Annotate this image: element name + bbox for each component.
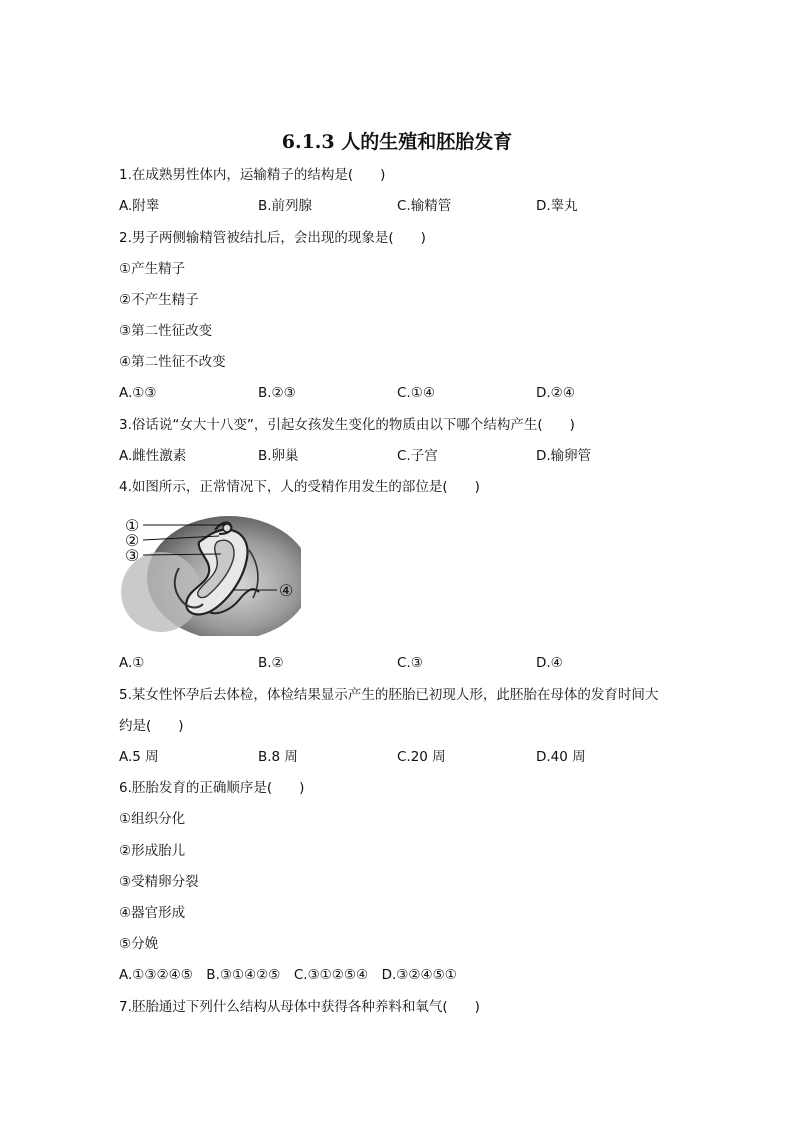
q2-item-4: ④第二性征不改变 xyxy=(119,354,226,370)
female-reproductive-diagram xyxy=(121,512,301,636)
q5-option-c: C.20 周 xyxy=(397,749,446,765)
q1-option-b: B.前列腺 xyxy=(258,198,313,214)
q6-item-4: ④器官形成 xyxy=(119,905,186,921)
q4-option-c: C.③ xyxy=(397,655,423,671)
q6-item-2: ②形成胎儿 xyxy=(119,843,186,859)
q6-item-3: ③受精卵分裂 xyxy=(119,874,199,890)
q1-option-a: A.附睾 xyxy=(119,198,160,214)
q3-option-a: A.雌性激素 xyxy=(119,448,187,464)
question-4-stem: 4.如图所示，正常情况下，人的受精作用发生的部位是( ) xyxy=(119,479,480,495)
q2-item-3: ③第二性征改变 xyxy=(119,323,213,339)
q2-option-d: D.②④ xyxy=(536,385,575,401)
q5-option-b: B.8 周 xyxy=(258,749,298,765)
question-5-stem-line-1: 5.某女性怀孕后去体检，体检结果显示产生的胚胎已初现人形，此胚胎在母体的发育时间大 xyxy=(119,687,659,703)
question-3-stem: 3.俗话说“女大十八变”，引起女孩发生变化的物质由以下哪个结构产生( ) xyxy=(119,417,575,433)
q1-option-c: C.输精管 xyxy=(397,198,452,214)
q2-option-a: A.①③ xyxy=(119,385,157,401)
q4-option-d: D.④ xyxy=(536,655,563,671)
q2-option-c: C.①④ xyxy=(397,385,435,401)
question-6-stem: 6.胚胎发育的正确顺序是( ) xyxy=(119,780,305,796)
q4-option-b: B.② xyxy=(258,655,284,671)
q3-option-c: C.子宫 xyxy=(397,448,438,464)
q3-option-d: D.输卵管 xyxy=(536,448,592,464)
q1-option-d: D.睾丸 xyxy=(536,198,578,214)
q6-options: A.①③②④⑤ B.③①④②⑤ C.③①②⑤④ D.③②④⑤① xyxy=(119,967,457,983)
q2-item-1: ①产生精子 xyxy=(119,261,186,277)
question-1-stem: 1.在成熟男性体内，运输精子的结构是( ) xyxy=(119,167,386,183)
q2-item-2: ②不产生精子 xyxy=(119,292,199,308)
figure-label-3: ③ xyxy=(125,546,140,565)
q5-option-d: D.40 周 xyxy=(536,749,586,765)
question-5-stem-line-2: 约是( ) xyxy=(119,718,184,734)
question-7-stem: 7.胚胎通过下列什么结构从母体中获得各种养料和氧气( ) xyxy=(119,999,480,1015)
figure-label-1: ① xyxy=(125,516,140,535)
q5-option-a: A.5 周 xyxy=(119,749,159,765)
figure-label-4: ④ xyxy=(279,581,294,600)
q4-option-a: A.① xyxy=(119,655,145,671)
figure-label-2: ② xyxy=(125,531,140,550)
q6-item-5: ⑤分娩 xyxy=(119,936,159,952)
q2-option-b: B.②③ xyxy=(258,385,296,401)
q6-item-1: ①组织分化 xyxy=(119,811,186,827)
question-2-stem: 2.男子两侧输精管被结扎后，会出现的现象是( ) xyxy=(119,230,426,246)
q3-option-b: B.卵巢 xyxy=(258,448,299,464)
page-title: 6.1.3 人的生殖和胚胎发育 xyxy=(281,131,513,153)
